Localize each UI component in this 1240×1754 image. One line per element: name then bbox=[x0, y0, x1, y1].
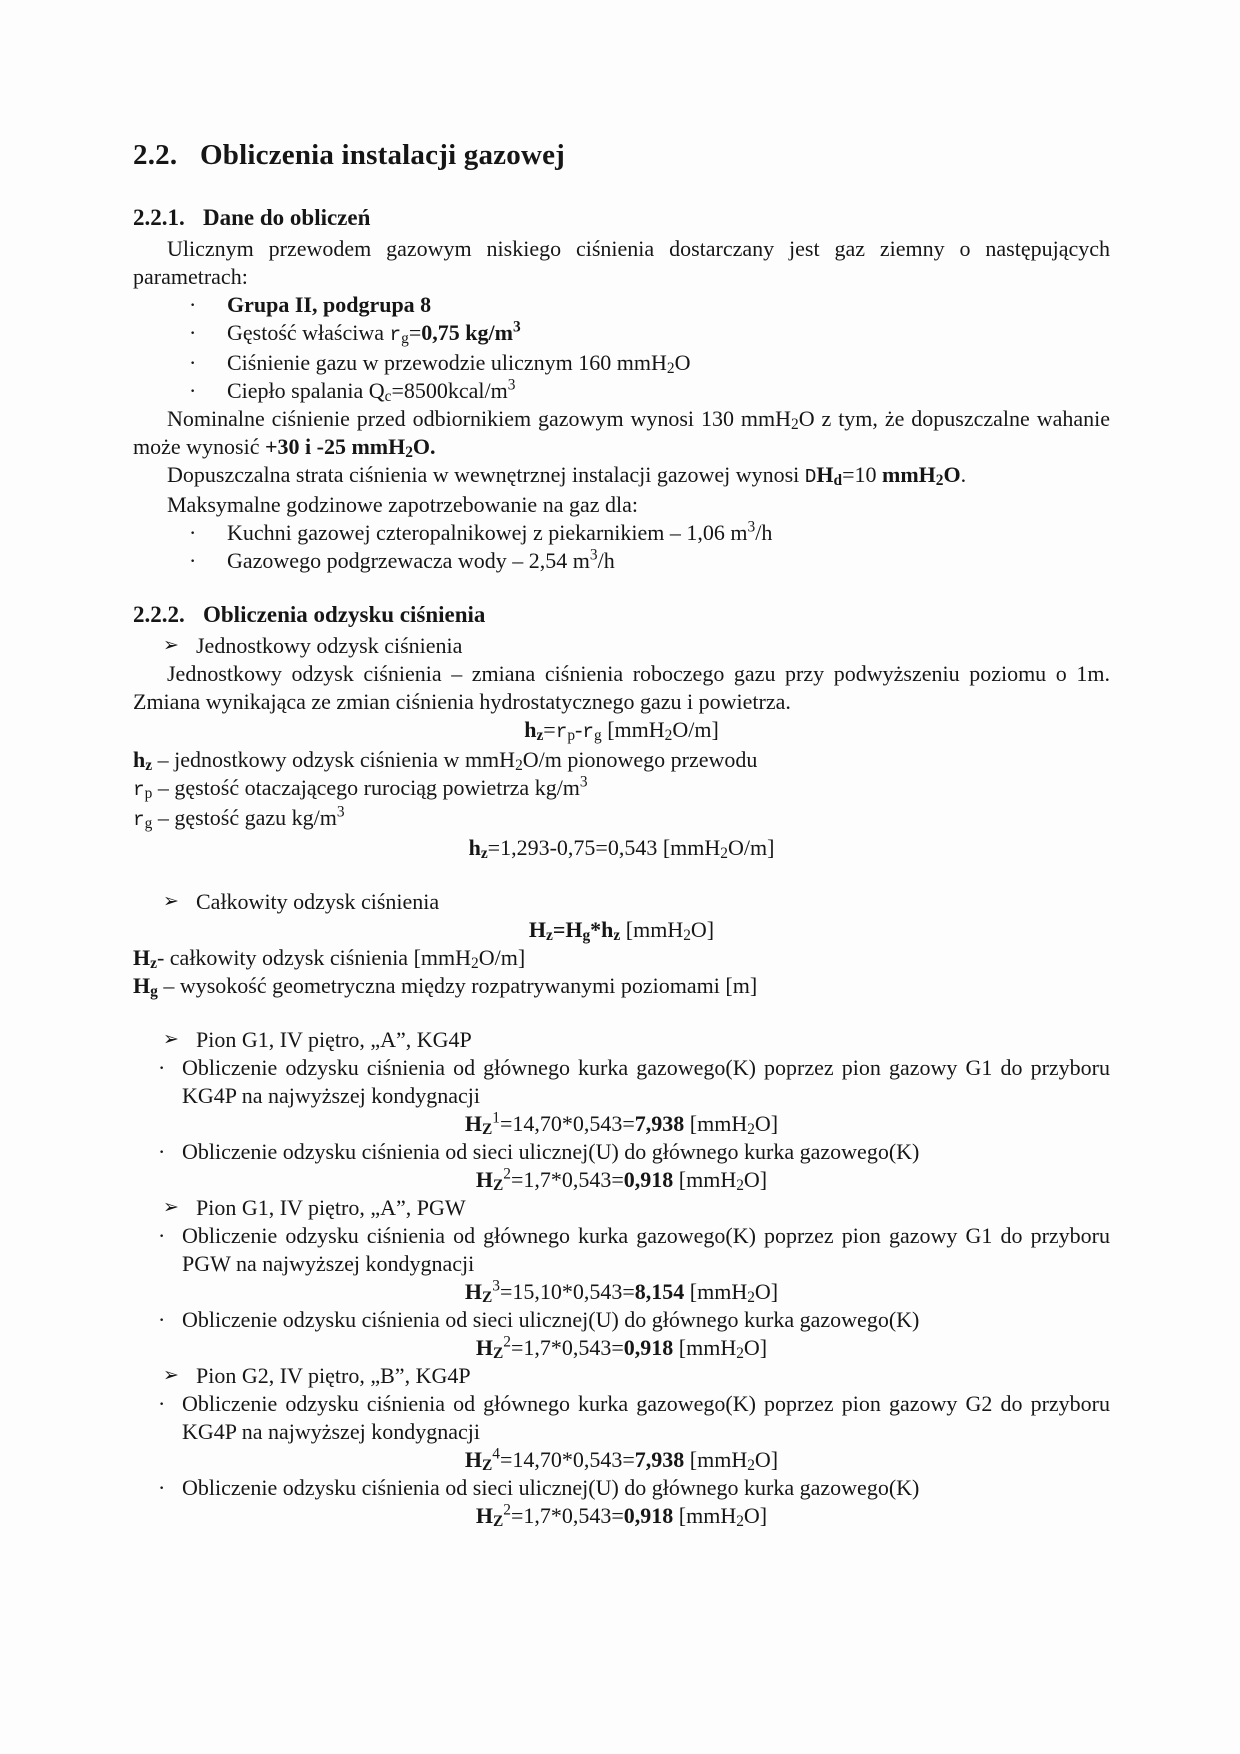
list-item-text: Obliczenie odzysku ciśnienia od głównego kurka gazowego(K) poprzez pion gazowy G2 do przyboru KG4P na najwyższej kondygnacji bbox=[182, 1391, 1110, 1444]
sub-bullet-item bbox=[133, 1138, 1110, 1166]
list-item-text: Pion G1, IV piętro, „A”, KG4P bbox=[196, 1027, 472, 1052]
document-content bbox=[133, 138, 1110, 1530]
heading-number: 2.2.1. bbox=[133, 205, 185, 230]
dot-bullet-icon: · bbox=[158, 1475, 166, 1500]
arrow-list-item bbox=[133, 888, 1110, 916]
arrow-list-item bbox=[133, 1026, 1110, 1054]
list-item-text: Obliczenie odzysku ciśnienia od głównego kurka gazowego(K) poprzez pion gazowy G1 do przyboru PGW na najwyższej kondygnacji bbox=[182, 1223, 1110, 1276]
paragraph: Maksymalne godzinowe zapotrzebowanie na gaz dla: bbox=[167, 492, 638, 517]
dot-bullet-icon: · bbox=[158, 1139, 166, 1164]
formula-line: $h_z=1,293-0,75=0,543$ [mmH$_2$O/m] bbox=[468, 835, 775, 863]
formula-line: $H_Z^2=1,7*0,543=0,918$ [mmH$_2$O] bbox=[475, 1501, 768, 1531]
symbol-definition: $H_g$ – wysokość geometryczna między rozpatrywanymi poziomami [m] bbox=[133, 973, 758, 1001]
list-item-text: Całkowity odzysk ciśnienia bbox=[196, 889, 440, 914]
symbol-definition: $h_z$ – jednostkowy odzysk ciśnienia w mmH$_2$O/m pionowego przewodu bbox=[133, 747, 758, 775]
sub-bullet-item bbox=[133, 1390, 1110, 1446]
list-item-text: Obliczenie odzysku ciśnienia od sieci ulicznej(U) do głównego kurka gazowego(K) bbox=[182, 1307, 920, 1332]
list-item-text: Obliczenie odzysku ciśnienia od głównego kurka gazowego(K) poprzez pion gazowy G1 do przyboru KG4P na najwyższej kondygnacji bbox=[182, 1055, 1110, 1108]
bullet-item bbox=[133, 519, 1110, 547]
list-item-text: Kuchni gazowej czteropalnikowej z piekarnikiem – 1,06 $m^3/h$ bbox=[227, 518, 773, 545]
formula-line: $h_z=r_p-r_g$ [mmH$_2$O/m] bbox=[524, 717, 719, 745]
symbol-definition: $r_p$ – gęstość otaczającego rurociąg powietrza $kg/m^3$ bbox=[133, 773, 588, 803]
sub-bullet-item bbox=[133, 1054, 1110, 1110]
paragraph: Dopuszczalna strata ciśnienia w wewnętrznej instalacji gazowej wynosi $DH_d=10$ mmH$_2$O. bbox=[167, 462, 967, 490]
list-item-text: Ciśnienie gazu w przewodzie ulicznym 160 mmH$_2$O bbox=[227, 350, 691, 378]
symbol-definition: $H_z-$ całkowity odzysk ciśnienia [mmH$_2$O/m] bbox=[133, 945, 526, 973]
formula-line: $H_Z^2=1,7*0,543=0,918$ [mmH$_2$O] bbox=[475, 1333, 768, 1363]
list-item-text: Obliczenie odzysku ciśnienia od sieci ulicznej(U) do głównego kurka gazowego(K) bbox=[182, 1139, 920, 1164]
paragraph: Ulicznym przewodem gazowym niskiego ciśnienia dostarczany jest gaz ziemny o następujących parametrach: bbox=[133, 236, 1110, 289]
list-item-text: Ciepło spalania $Q_c=8500kcal/m^3$ bbox=[227, 376, 516, 406]
formula-line: $H_Z^2=1,7*0,543=0,918$ [mmH$_2$O] bbox=[475, 1165, 768, 1195]
spacer bbox=[133, 1000, 1110, 1026]
bullet-item bbox=[133, 547, 1110, 575]
list-item-text: Obliczenie odzysku ciśnienia od sieci ulicznej(U) do głównego kurka gazowego(K) bbox=[182, 1475, 920, 1500]
sub-bullet-item bbox=[133, 1474, 1110, 1502]
dot-bullet-icon: · bbox=[158, 1307, 166, 1332]
list-item-text: Jednostkowy odzysk ciśnienia bbox=[196, 633, 463, 658]
arrow-list-item bbox=[133, 632, 1110, 660]
section-title bbox=[133, 138, 1110, 172]
dot-bullet-icon: · bbox=[189, 378, 197, 403]
arrow-bullet-icon: ➢ bbox=[163, 1365, 179, 1386]
heading-text: Obliczenia instalacji gazowej bbox=[200, 139, 566, 171]
paragraph: Jednostkowy odzysk ciśnienia – zmiana ciśnienia roboczego gazu przy podwyższeniu poziomu o 1m. Zmiana wynikająca ze zmian ciśnienia hydrostatycznego gazu i powietrza. bbox=[133, 661, 1110, 714]
subsection-heading bbox=[133, 204, 1110, 232]
arrow-list-item bbox=[133, 1362, 1110, 1390]
symbol-definition: $r_g$ – gęstość gazu $kg/m^3$ bbox=[133, 803, 345, 833]
spacer bbox=[133, 862, 1110, 888]
spacer bbox=[133, 575, 1110, 601]
arrow-bullet-icon: ➢ bbox=[163, 1197, 179, 1218]
dot-bullet-icon: · bbox=[189, 520, 197, 545]
list-item-text: Gęstość właściwa $r_g=0,75$ $kg/m^3$ bbox=[227, 318, 521, 348]
sub-bullet-item bbox=[133, 1222, 1110, 1278]
list-item-text: Pion G1, IV piętro, „A”, PGW bbox=[196, 1195, 466, 1220]
arrow-bullet-icon: ➢ bbox=[163, 1029, 179, 1050]
heading-text: Dane do obliczeń bbox=[203, 205, 371, 230]
arrow-bullet-icon: ➢ bbox=[163, 891, 179, 912]
bullet-item bbox=[133, 377, 1110, 405]
formula-line: $H_Z^1=14,70*0,543=7,938$ [mmH$_2$O] bbox=[464, 1109, 779, 1139]
list-item-text: Gazowego podgrzewacza wody – 2,54 $m^3/h$ bbox=[227, 546, 615, 573]
arrow-bullet-icon: ➢ bbox=[163, 635, 179, 656]
list-item-text: Pion G2, IV piętro, „B”, KG4P bbox=[196, 1363, 471, 1388]
bullet-item bbox=[133, 349, 1110, 377]
subsection-heading bbox=[133, 601, 1110, 629]
formula-line: $H_Z^3=15,10*0,543=8,154$ [mmH$_2$O] bbox=[464, 1277, 779, 1307]
bullet-item bbox=[133, 319, 1110, 349]
heading-number: 2.2.2. bbox=[133, 602, 185, 627]
dot-bullet-icon: · bbox=[189, 292, 197, 317]
dot-bullet-icon: · bbox=[189, 350, 197, 375]
list-item-text: Grupa II, podgrupa 8 bbox=[227, 292, 432, 317]
dot-bullet-icon: · bbox=[189, 320, 197, 345]
bullet-item bbox=[133, 291, 1110, 319]
heading-number: 2.2. bbox=[133, 139, 178, 171]
arrow-list-item bbox=[133, 1194, 1110, 1222]
formula-line: $H_Z^4=14,70*0,543=7,938$ [mmH$_2$O] bbox=[464, 1445, 779, 1475]
dot-bullet-icon: · bbox=[189, 548, 197, 573]
heading-text: Obliczenia odzysku ciśnienia bbox=[203, 602, 486, 627]
dot-bullet-icon: · bbox=[158, 1223, 166, 1248]
sub-bullet-item bbox=[133, 1306, 1110, 1334]
formula-line: $H_z=H_g*h_z$ [mmH$_2$O] bbox=[528, 917, 715, 945]
paragraph: Nominalne ciśnienie przed odbiornikiem gazowym wynosi 130 mmH$_2$O z tym, że dopuszczalne wahanie może wynosić +30 i -25 mmH$_2$O. bbox=[133, 406, 1111, 462]
dot-bullet-icon: · bbox=[158, 1391, 166, 1416]
dot-bullet-icon: · bbox=[158, 1055, 166, 1080]
